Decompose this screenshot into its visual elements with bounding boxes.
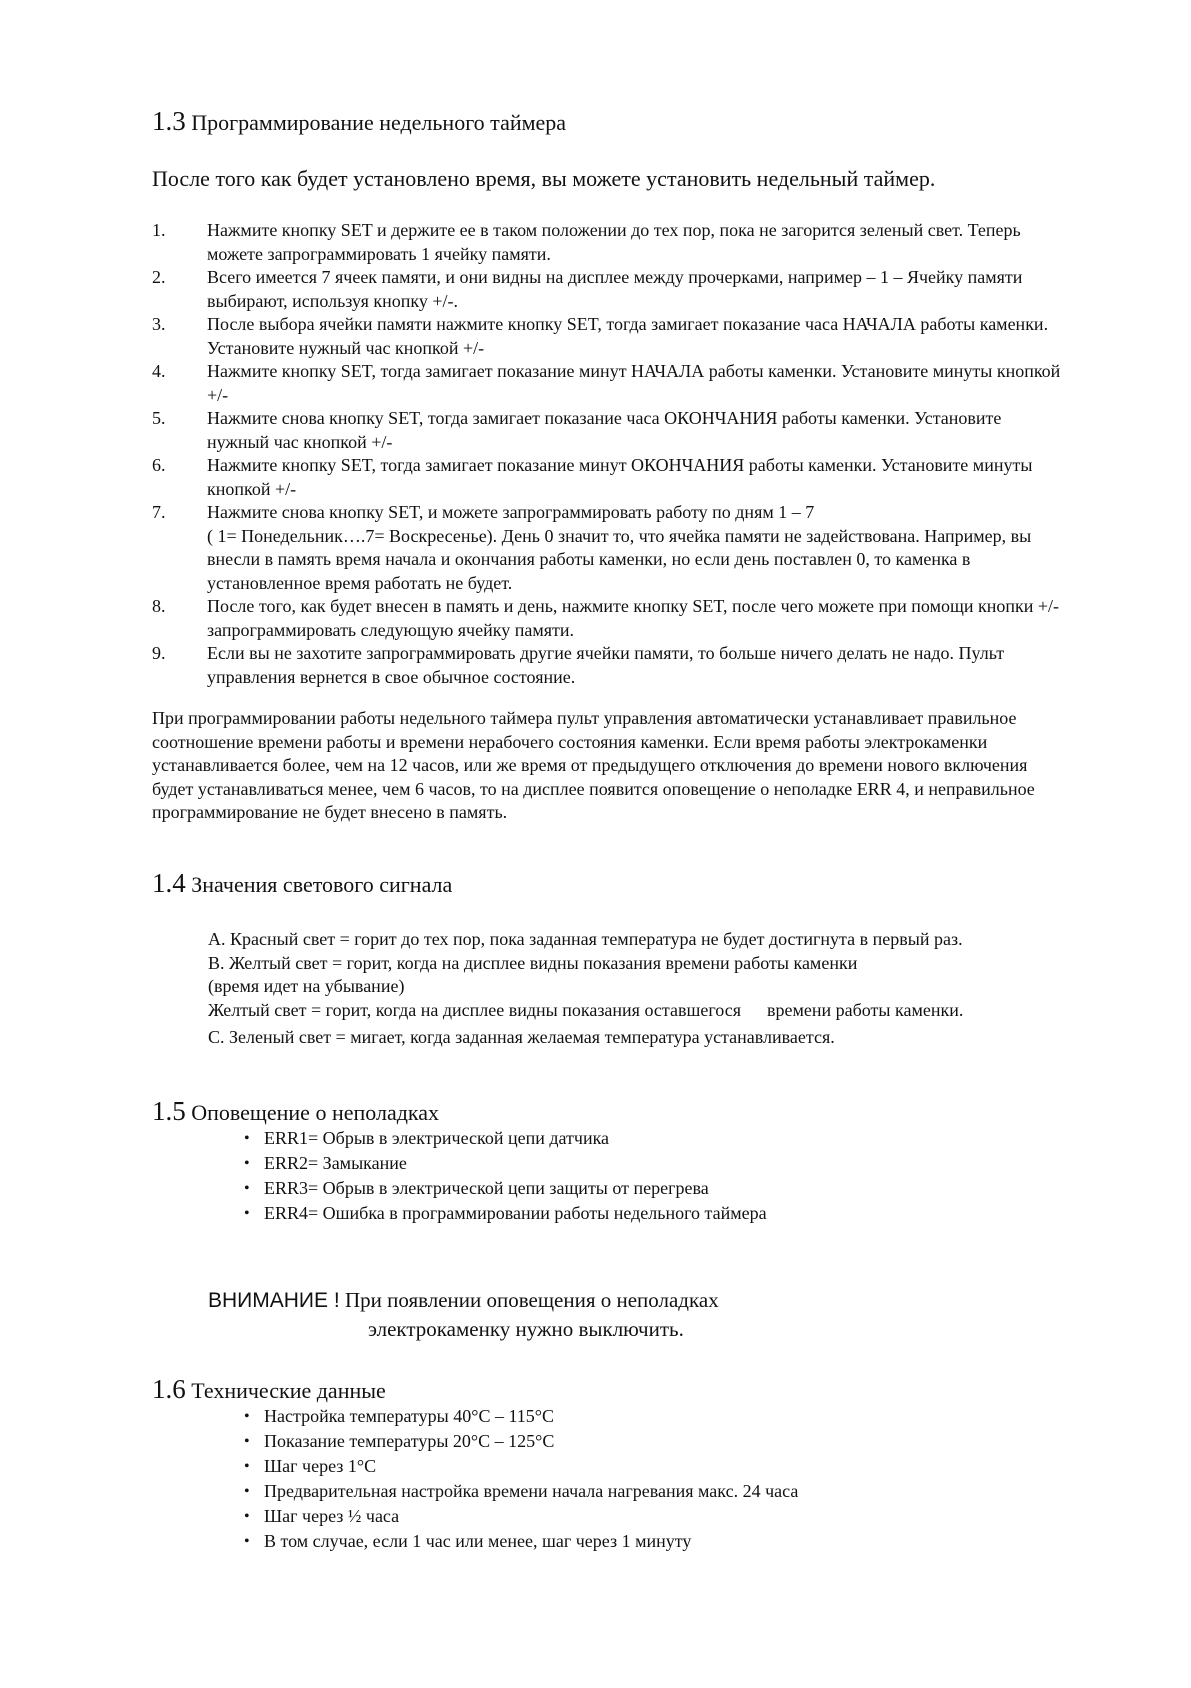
- list-item: [152, 407, 1062, 454]
- list-item: [208, 1504, 798, 1529]
- step-text: Нажмите кнопку SET, тогда замигает показание минут НАЧАЛА работы каменки. Установите минуты кнопкой +/-: [207, 361, 1061, 405]
- list-item: [152, 501, 1062, 595]
- error-text: Обрыв в электрической цепи датчика: [318, 1128, 610, 1148]
- signal-red: A. Красный свет = горит до тех пор, пока заданная температура не будет достигнута в первый раз.: [208, 929, 963, 949]
- bullet-icon: •: [244, 1508, 250, 1525]
- section-title: Технические данные: [191, 1378, 386, 1403]
- section-heading-1-5: [152, 1096, 439, 1127]
- step-text: После того, как будет внесен в память и день, нажмите кнопку SET, после чего можете при помощи кнопки +/- запрограммировать следующую ячейку памяти.: [207, 596, 1060, 640]
- bullet-icon: •: [244, 1458, 250, 1475]
- list-item: [208, 1151, 767, 1176]
- signal-green: C. Зеленый свет = мигает, когда заданная желаемая температура устанавливается.: [208, 1027, 835, 1047]
- step-number: 3.: [152, 314, 166, 334]
- step-number: 1.: [152, 220, 166, 240]
- step-text: [207, 501, 1062, 595]
- step-text: Нажмите снова кнопку SET, тогда замигает показание часа ОКОНЧАНИЯ работы каменки. Установите нужный час кнопкой +/-: [207, 408, 1002, 452]
- timer-note-paragraph: При программировании работы недельного таймера пульт управления автоматически устанавливает правильное соотношение времени работы и времени нерабочего состояния каменки. Если время работы электрокаменки устанавливается более, чем на 12 часов, или же время от предыдущего отключения до времени нового включения будет устанавливаться менее, чем 6 часов, то на дисплее появится оповещение о неполадке ERR 4, и неправильное программирование не будет внесено в память.: [152, 708, 1035, 822]
- step-number: 2.: [152, 267, 166, 287]
- spec-text: Шаг через ½ часа: [264, 1506, 400, 1526]
- signal-yellow-note: (время идет на убывание): [208, 976, 405, 996]
- list-item: [152, 595, 1062, 642]
- bullet-icon: •: [244, 1130, 250, 1147]
- error-code: ERR3=: [264, 1178, 319, 1198]
- list-item: [208, 1404, 798, 1429]
- list-item: [152, 642, 1062, 689]
- step-text: Если вы не захотите запрограммировать другие ячейки памяти, то больше ничего делать не надо. Пульт управления вернется в свое обычное состояние.: [207, 643, 1005, 687]
- warning-block: [208, 1286, 719, 1343]
- step-text-line: Нажмите снова кнопку SET, и можете запрограммировать работу по дням 1 – 7: [207, 502, 815, 522]
- section-title: Оповещение о неполадках: [191, 1100, 440, 1125]
- step-text-rest: ( 1= Понедельник….7= Воскресенье). День 0 значит то, что ячейка памяти не задействована. Например, вы внесли в память время начала и окончания работы каменки, но если день поставлен 0, то каменка в установленное время работать не будет.: [207, 525, 1032, 593]
- section-heading-1-3: [152, 106, 566, 137]
- section-number: 1.3: [152, 106, 186, 136]
- list-item: [208, 1176, 767, 1201]
- error-code: ERR1=: [264, 1128, 319, 1148]
- spec-text: В том случае, если 1 час или менее, шаг через 1 минуту: [264, 1531, 692, 1551]
- error-text: Обрыв в электрической цепи защиты от перегрева: [318, 1178, 709, 1198]
- step-number: 7.: [152, 502, 166, 522]
- spec-text: Предварительная настройка времени начала нагревания макс. 24 часа: [264, 1481, 799, 1501]
- steps-list: [152, 219, 1062, 689]
- signal-yellow: B. Желтый свет = горит, когда на дисплее видны показания времени работы каменки: [208, 952, 858, 973]
- bullet-icon: •: [244, 1408, 250, 1425]
- error-codes-list: [208, 1126, 767, 1226]
- step-text: Нажмите кнопку SET, тогда замигает показание минут ОКОНЧАНИЯ работы каменки. Установите минуты кнопкой +/-: [207, 455, 1033, 499]
- list-item: [208, 1429, 798, 1454]
- step-number: 5.: [152, 408, 166, 428]
- warning-line-1: [208, 1286, 719, 1315]
- step-number: 6.: [152, 455, 166, 475]
- bullet-icon: •: [244, 1205, 250, 1222]
- section-title: Значения светового сигнала: [191, 872, 453, 897]
- bullet-icon: •: [244, 1155, 250, 1172]
- step-text: Нажмите кнопку SET и держите ее в таком положении до тех пор, пока не загорится зеленый свет. Теперь можете запрограммировать 1 ячейку памяти.: [207, 220, 1021, 264]
- list-item: [152, 360, 1062, 407]
- list-item: [208, 1529, 798, 1554]
- intro-paragraph: После того как будет установлено время, вы можете установить недельный таймер.: [152, 166, 936, 191]
- tech-specs-list: [208, 1404, 798, 1554]
- section-number: 1.4: [152, 868, 186, 898]
- signal-yellow-remaining-a: Желтый свет = горит, когда на дисплее видны показания оставшегося: [208, 999, 741, 1020]
- signal-yellow-remaining-b: времени работы каменки.: [766, 999, 964, 1020]
- bullet-icon: •: [244, 1180, 250, 1197]
- list-item: [208, 1126, 767, 1151]
- section-number: 1.6: [152, 1374, 186, 1404]
- step-number: 8.: [152, 596, 166, 616]
- step-number: 9.: [152, 643, 166, 663]
- bullet-icon: •: [244, 1483, 250, 1500]
- step-text: Всего имеется 7 ячеек памяти, и они видны на дисплее между прочерками, например – 1 – Ячейку памяти выбирают, используя кнопку +/-.: [207, 267, 1023, 311]
- warning-text-1: При появлении оповещения о неполадках: [339, 1288, 719, 1312]
- list-item: [208, 1201, 767, 1226]
- section-heading-1-6: [152, 1374, 386, 1405]
- list-item: [152, 313, 1062, 360]
- section-heading-1-4: [152, 868, 452, 899]
- spec-text: Шаг через 1°C: [264, 1456, 377, 1476]
- step-number: 4.: [152, 361, 166, 381]
- spec-text: Настройка температуры 40°C – 115°C: [264, 1406, 555, 1426]
- list-item: [152, 219, 1062, 266]
- error-text: Ошибка в программировании работы недельного таймера: [318, 1203, 767, 1223]
- bullet-icon: •: [244, 1433, 250, 1450]
- error-code: ERR2=: [264, 1153, 319, 1173]
- bullet-icon: •: [244, 1533, 250, 1550]
- warning-line-2: электрокаменку нужно выключить.: [368, 1317, 684, 1341]
- section-number: 1.5: [152, 1096, 186, 1126]
- signal-yellow-remaining: [208, 999, 1068, 1023]
- list-item: [208, 1454, 798, 1479]
- step-text: После выбора ячейки памяти нажмите кнопку SET, тогда замигает показание часа НАЧАЛА работы каменки. Установите нужный час кнопкой +/-: [207, 314, 1049, 358]
- error-text: Замыкание: [318, 1153, 407, 1173]
- spec-text: Показание температуры 20°C – 125°C: [264, 1431, 555, 1451]
- list-item: [208, 1479, 798, 1504]
- warning-word: ВНИМАНИЕ !: [208, 1289, 340, 1312]
- error-code: ERR4=: [264, 1203, 319, 1223]
- list-item: [152, 266, 1062, 313]
- section-title: Программирование недельного таймера: [191, 110, 567, 135]
- list-item: [152, 454, 1062, 501]
- light-signals: [208, 928, 1068, 1050]
